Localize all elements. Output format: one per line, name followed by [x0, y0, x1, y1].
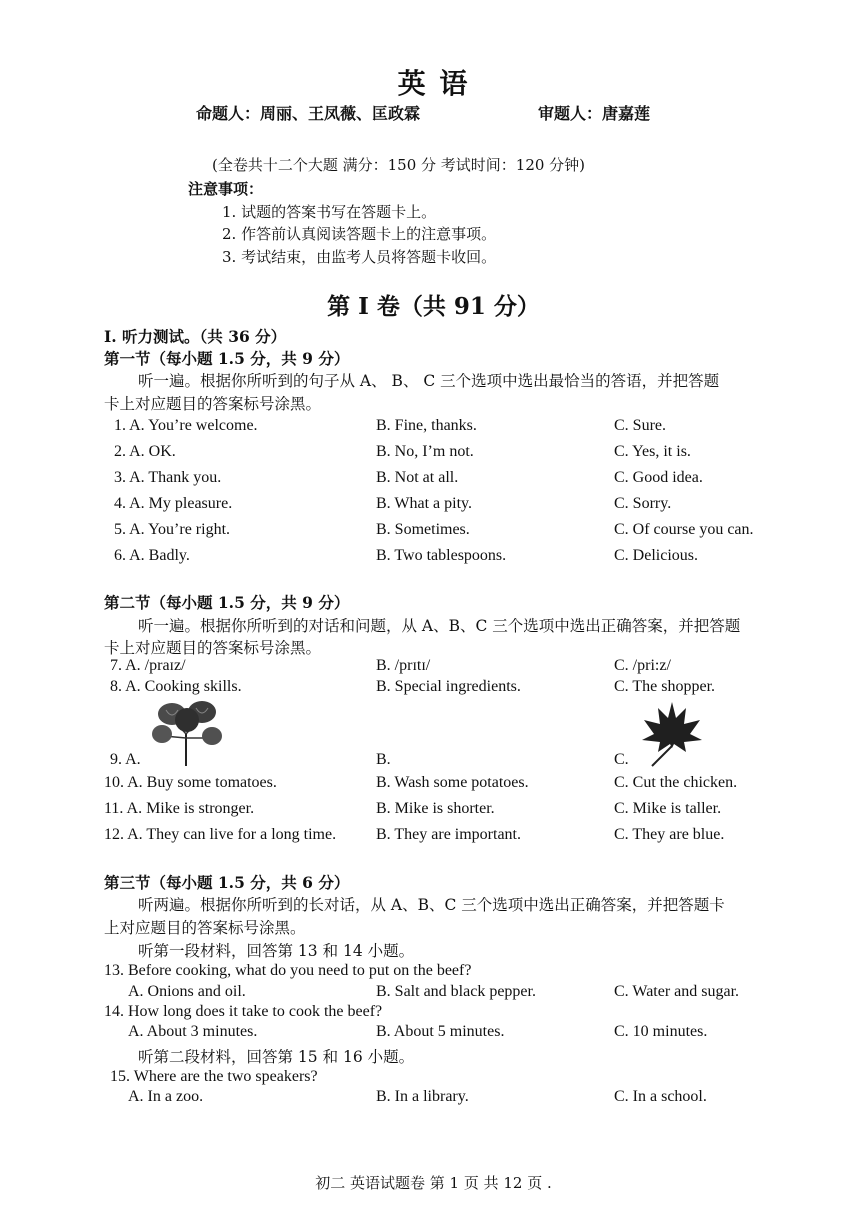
- q10-option-b: B. Wash some potatoes.: [376, 774, 529, 791]
- q4-option-c: C. Sorry.: [614, 495, 672, 512]
- notice-item: 1. 试题的答案书写在答题卡上。: [222, 203, 437, 221]
- q10-option-a: 10. A. Buy some tomatoes.: [104, 774, 277, 791]
- q7-option-c: C. /pri:z/: [614, 657, 671, 674]
- q15-option-a: A. In a zoo.: [128, 1088, 204, 1105]
- q8-option-c: C. The shopper.: [614, 678, 716, 695]
- q4-option-b: B. What a pity.: [376, 495, 472, 512]
- q12-option-a: 12. A. They can live for a long time.: [104, 826, 337, 843]
- q14-question: 14. How long does it take to cook the beef?: [104, 1003, 383, 1020]
- q15-option-c: C. In a school.: [614, 1088, 707, 1105]
- section-instruction: 卡上对应题目的答案标号涂黑。: [104, 395, 322, 413]
- section-instruction: 卡上对应题目的答案标号涂黑。: [104, 639, 322, 657]
- section-instruction: 听一遍。根据你所听到的句子从 A、 B、 C 三个选项中选出最恰当的答语，并把答题: [138, 372, 720, 390]
- question-setters: 命题人：周丽、王凤薇、匡政霖: [196, 104, 421, 123]
- q14-option-a: A. About 3 minutes.: [128, 1023, 258, 1040]
- q13-option-a: A. Onions and oil.: [128, 983, 246, 1000]
- q2-option-a: 2. A. OK.: [114, 443, 176, 460]
- q8-option-a: 8. A. Cooking skills.: [110, 678, 242, 695]
- q1-option-a: 1. A. You’re welcome.: [114, 417, 258, 434]
- section-title: 第一节（每小题 1.5 分，共 9 分）: [104, 349, 350, 368]
- q11-option-b: B. Mike is shorter.: [376, 800, 495, 817]
- q13-option-c: C. Water and sugar.: [614, 983, 740, 1000]
- q13-option-b: B. Salt and black pepper.: [376, 983, 536, 1000]
- q3-option-a: 3. A. Thank you.: [114, 469, 222, 486]
- notice-item: 3. 考试结束，由监考人员将答题卡收回。: [222, 248, 497, 266]
- q9-option-c: C.: [614, 751, 629, 768]
- q14-option-b: B. About 5 minutes.: [376, 1023, 505, 1040]
- material-note: 听第一段材料，回答第 13 和 14 小题。: [138, 942, 415, 960]
- q3-option-b: B. Not at all.: [376, 469, 459, 486]
- volume-title: 第 I 卷（共 91 分）: [327, 293, 540, 320]
- q5-option-a: 5. A. You’re right.: [114, 521, 231, 538]
- q12-option-b: B. They are important.: [376, 826, 521, 843]
- section-title: 第二节（每小题 1.5 分，共 9 分）: [104, 593, 350, 612]
- page-footer: 初二 英语试题卷 第 1 页 共 12 页 .: [315, 1174, 552, 1192]
- section-title: 第三节（每小题 1.5 分，共 6 分）: [104, 873, 350, 892]
- section-instruction: 上对应题目的答案标号涂黑。: [104, 919, 306, 937]
- q9-option-a: 9. A.: [110, 751, 141, 768]
- notice-item: 2. 作答前认真阅读答题卡上的注意事项。: [222, 225, 497, 243]
- q5-option-c: C. Of course you can.: [614, 521, 754, 538]
- q5-option-b: B. Sometimes.: [376, 521, 470, 538]
- section-instruction: 听一遍。根据你所听到的对话和问题，从 A、B、C 三个选项中选出正确答案，并把答题: [138, 617, 741, 635]
- q6-option-b: B. Two tablespoons.: [376, 547, 507, 564]
- q12-option-c: C. They are blue.: [614, 826, 725, 843]
- q9-option-b: B.: [376, 751, 391, 768]
- q6-option-c: C. Delicious.: [614, 547, 698, 564]
- question-reviewer: 审题人：唐嘉莲: [538, 104, 651, 123]
- notice-title: 注意事项：: [188, 180, 264, 198]
- q15-question: 15. Where are the two speakers?: [110, 1068, 318, 1085]
- q10-option-c: C. Cut the chicken.: [614, 774, 738, 791]
- q7-option-b: B. /prɪtɪ/: [376, 657, 431, 674]
- q11-option-c: C. Mike is taller.: [614, 800, 722, 817]
- q6-option-a: 6. A. Badly.: [114, 547, 190, 564]
- paper-title: 英 语: [397, 67, 470, 100]
- section-instruction: 听两遍。根据你所听到的长对话，从 A、B、C 三个选项中选出正确答案，并把答题卡: [138, 896, 725, 914]
- q8-option-b: B. Special ingredients.: [376, 678, 521, 695]
- q2-option-b: B. No, I’m not.: [376, 443, 474, 460]
- ginkgo-leaves-icon: [152, 698, 222, 768]
- q3-option-c: C. Good idea.: [614, 469, 703, 486]
- q15-option-b: B. In a library.: [376, 1088, 469, 1105]
- material-note: 听第二段材料，回答第 15 和 16 小题。: [138, 1048, 415, 1066]
- q2-option-c: C. Yes, it is.: [614, 443, 691, 460]
- q14-option-c: C. 10 minutes.: [614, 1023, 708, 1040]
- q4-option-a: 4. A. My pleasure.: [114, 495, 233, 512]
- maple-leaf-icon: [640, 698, 704, 768]
- exam-info: (全卷共十二个大题 满分：150 分 考试时间：120 分钟): [212, 156, 586, 174]
- q1-option-b: B. Fine, thanks.: [376, 417, 477, 434]
- q1-option-c: C. Sure.: [614, 417, 666, 434]
- q11-option-a: 11. A. Mike is stronger.: [104, 800, 255, 817]
- part-title: I. 听力测试。（共 36 分）: [104, 327, 287, 346]
- q13-question: 13. Before cooking, what do you need to put on the beef?: [104, 962, 472, 979]
- q7-option-a: 7. A. /praɪz/: [110, 657, 186, 674]
